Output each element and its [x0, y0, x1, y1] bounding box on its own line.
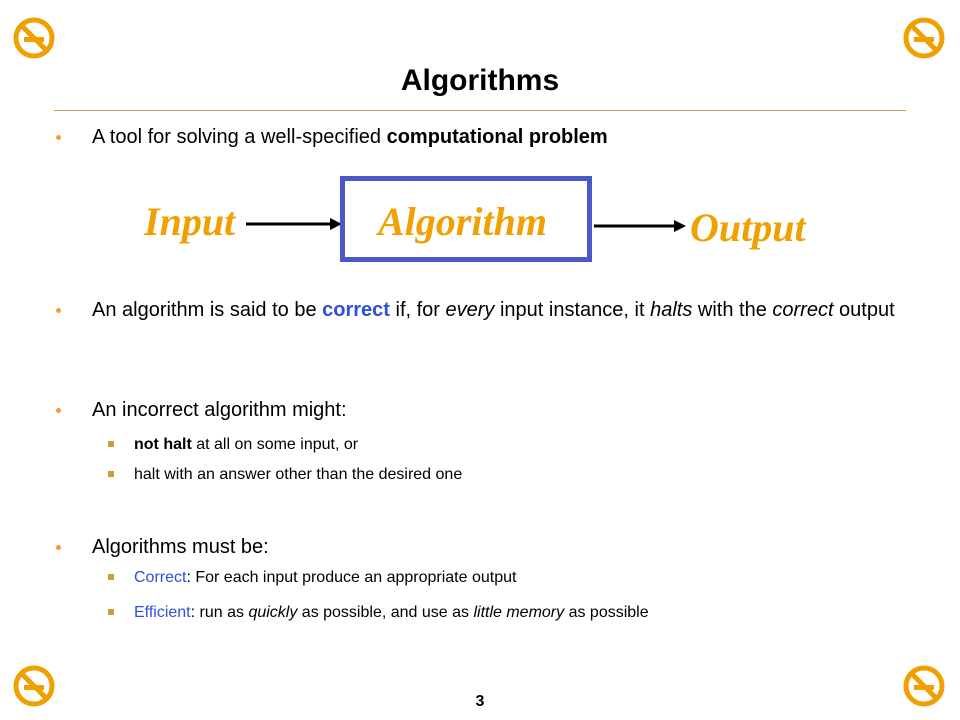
bullet-dot [56, 308, 61, 313]
sub-efficient-a: : run as [190, 604, 249, 621]
subbullet-square [108, 574, 114, 580]
sub-efficient-term: Efficient [134, 604, 191, 621]
page-number: 3 [475, 693, 485, 710]
bullet4-text: Algorithms must be: [92, 536, 269, 558]
subbullet-square [108, 609, 114, 615]
bullet-dot [56, 408, 61, 413]
no-smoking-icon-top-right [902, 16, 946, 60]
sub1-not-halt: not halt [134, 436, 192, 453]
sub-correct-term: Correct [134, 569, 187, 586]
bullet2-text-1: An algorithm is said to be [92, 299, 323, 321]
bullet-dot [56, 135, 61, 140]
bullet2-text-4: with the [692, 299, 773, 321]
diagram-input-label: Input [144, 199, 236, 244]
diagram-output-label: Output [690, 205, 806, 250]
title-divider [54, 110, 906, 111]
bullet2-correct-italic: correct [772, 299, 834, 321]
bullet3-text: An incorrect algorithm might: [92, 399, 347, 421]
output-arrow [594, 218, 686, 234]
diagram-algorithm-label: Algorithm [378, 199, 547, 244]
bullet1-emphasis: computational problem [386, 126, 608, 148]
sub1-rest: at all on some input, or [191, 436, 359, 453]
sub-efficient-quickly: quickly [248, 604, 298, 621]
bullet2-text-5: output [833, 299, 895, 321]
slide-title: Algorithms [400, 64, 560, 97]
bullet1-text: A tool for solving a well-specified [92, 126, 387, 148]
sub-efficient-c: as possible, and use as [297, 604, 474, 621]
subbullet-square [108, 471, 114, 477]
no-smoking-icon-top-left [12, 16, 56, 60]
bullet2-text-2: if, for [389, 299, 446, 321]
bullet-dot [56, 545, 61, 550]
sub-correct-rest: : For each input produce an appropriate output [186, 569, 517, 586]
bullet2-every: every [445, 299, 495, 321]
bullet2-text-3: input instance, it [494, 299, 651, 321]
input-arrow [246, 216, 342, 232]
sub2-text: halt with an answer other than the desired one [134, 466, 463, 483]
subbullet-square [108, 441, 114, 447]
bullet2-correct-term: correct [322, 299, 390, 321]
sub-efficient-e: as possible [564, 604, 649, 621]
sub-efficient-little-memory: little memory [473, 604, 565, 621]
bullet2-halts: halts [650, 299, 693, 321]
